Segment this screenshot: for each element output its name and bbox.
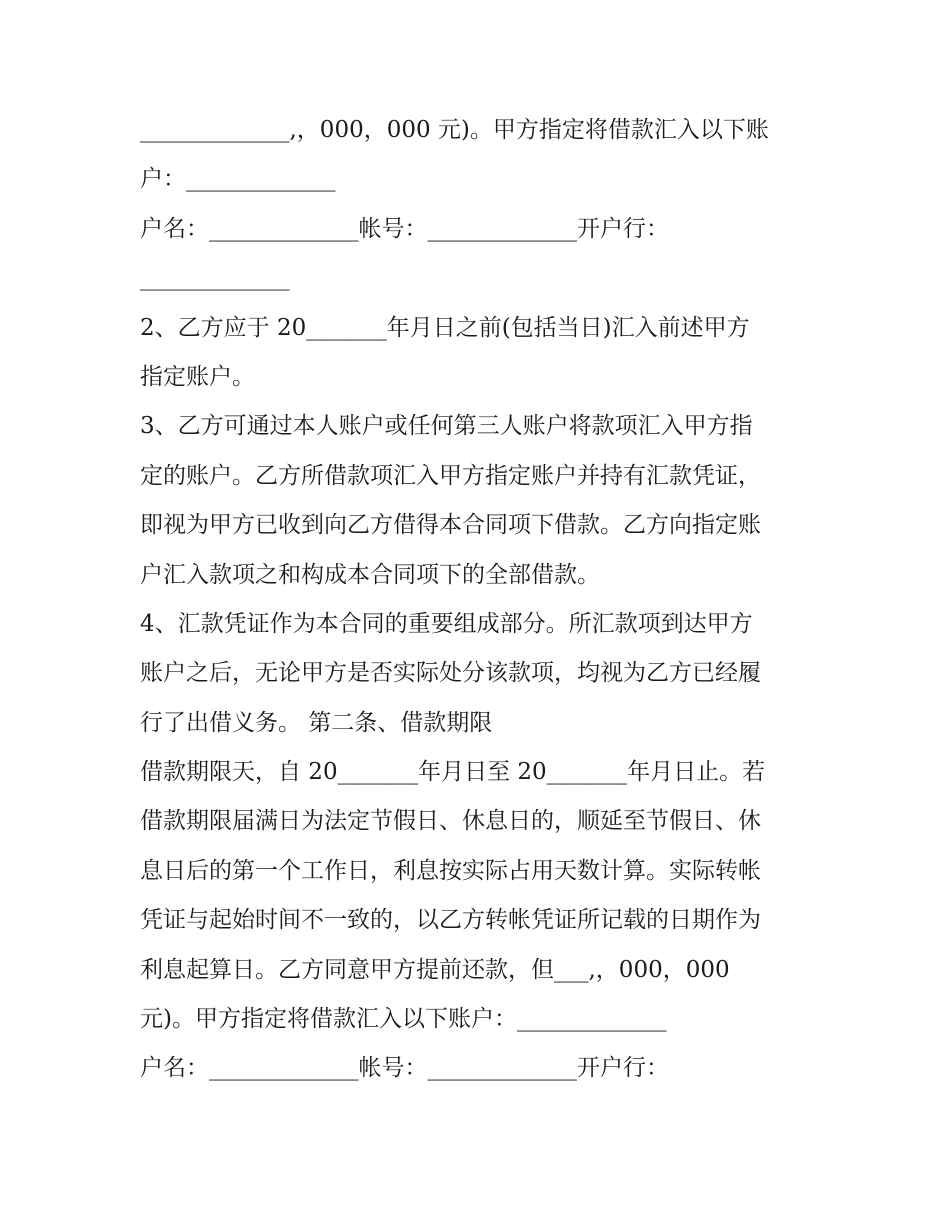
text-line: 借款期限天，自 20_______年月日至 20_______年月日止。若 [140, 759, 766, 786]
text-line: 指定账户。 [140, 363, 255, 390]
text-line: 凭证与起始时间不一致的，以乙方转帐凭证所记载的日期作为 [140, 907, 761, 934]
text-line: 元)。甲方指定将借款汇入以下账户：_____________ [140, 1006, 667, 1033]
text-line: 借款期限届满日为法定节假日、休息日的，顺延至节假日、休 [140, 808, 761, 835]
text-line: 户名：_____________帐号：_____________开户行： [140, 1055, 669, 1082]
text-line: 户汇入款项之和构成本合同项下的全部借款。 [140, 561, 600, 588]
text-line: 定的账户。乙方所借款项汇入甲方指定账户并持有汇款凭证， [140, 462, 761, 489]
text-line: _____________ [140, 265, 290, 292]
text-line: 户：_____________ [140, 166, 336, 193]
text-line: 行了出借义务。 第二条、借款期限 [140, 709, 493, 736]
text-line: 账户之后，无论甲方是否实际处分该款项，均视为乙方已经履 [140, 660, 761, 687]
text-line: _____________,，000，000 元)。甲方指定将借款汇入以下账 [140, 117, 769, 143]
text-line: 户名：_____________帐号：_____________开户行： [140, 215, 669, 242]
text-line: 息日后的第一个工作日，利息按实际占用天数计算。实际转帐 [140, 857, 761, 884]
document-body [140, 106, 820, 1094]
text-line: 2、乙方应于 20_______年月日之前(包括当日)汇入前述甲方 [140, 314, 750, 341]
text-line: 即视为甲方已收到向乙方借得本合同项下借款。乙方向指定账 [140, 512, 761, 539]
text-line: 3、乙方可通过本人账户或任何第三人账户将款项汇入甲方指 [140, 413, 753, 440]
text-line: 4、汇款凭证作为本合同的重要组成部分。所汇款项到达甲方 [140, 610, 753, 637]
text-line: 利息起算日。乙方同意甲方提前还款，但___,，000，000 [140, 956, 730, 983]
